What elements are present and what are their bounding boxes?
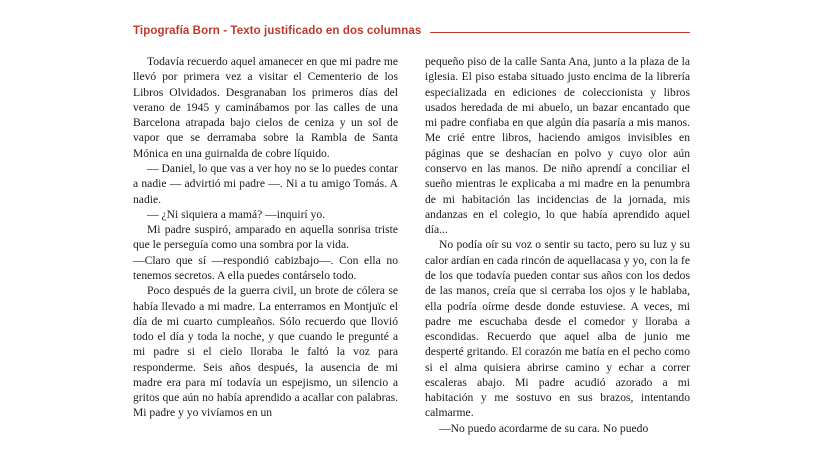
paragraph: —Claro que sí —respondió cabizbajo—. Con ella no tenemos secretos. A ella puedes contárselo todo. [133,253,398,282]
paragraph: No podía oír su voz o sentir su tacto, pero su luz y su calor ardían en cada rincón de aquellacasa y yo, con la fe de los que todavía pueden contar sus años con los dedos de las manos, creía que si cerraba los ojos y le hablaba, ella podría oírme desde donde estuviese. A veces, mi padre me escuchaba desde el comedor y lloraba a escondidas. Recuerdo que aquel alba de junio me desperté gritando. El corazón me batía en el pecho como si el alma quisiera abrirse camino y echar a correr escaleras abajo. Mi padre acudió azorado a mi habitación y me sostuvo en sus brazos, intentando calmarme. [425,238,690,420]
two-column-text-body [133,54,690,434]
paragraph: — Daniel, lo que vas a ver hoy no se lo puedes contar a nadie — advirtió mi padre —. Ni a tu amigo Tomás. A nadie. [133,161,398,206]
text-column-left [133,54,398,434]
paragraph: Mi padre suspiró, amparado en aquella sonrisa triste que le perseguía como una sombra por la vida. [133,223,398,252]
paragraph: pequeño piso de la calle Santa Ana, junto a la plaza de la iglesia. El piso estaba situado justo encima de la librería especializada en ediciones de coleccionista y libros usados heredada de mi abuelo, un bazar encantado que mi padre confiaba en que algún día pasaría a mis manos. Me crié entre libros, haciendo amigos invisibles en páginas que se deshacían en polvo y cuyo olor aún conservo en las manos. De niño aprendí a conciliar el sueño mientras le explicaba a mi madre en la penumbra de mi habitación las incidencias de la jornada, mis andanzas en el colegio, lo que había aprendido aquel día... [425,55,690,237]
paragraph: Todavía recuerdo aquel amanecer en que mi padre me llevó por primera vez a visitar el Cementerio de los Libros Olvidados. Desgranaban los primeros días del verano de 1945 y caminábamos por las calles de una Barcelona atrapada bajo cielos de ceniza y un sol de vapor que se derramaba sobre la Rambla de Santa Mónica en una guirnalda de cobre líquido. [133,55,398,160]
page-title: Tipografía Born - Texto justificado en dos columnas [133,25,422,38]
paragraph: Poco después de la guerra civil, un brote de cólera se había llevado a mi madre. La enterramos en Montjuïc el día de mi cuarto cumpleaños. Sólo recuerdo que llovió todo el día y toda la noche, y que cuando le pregunté a mi padre si el cielo lloraba le faltó la voz para responderme. Seis años después, la ausencia de mi madre era para mí todavía un espejismo, un silencio a gritos que aún no había aprendido a acallar con palabras. Mi padre y yo vivíamos en un [133,284,398,420]
header-divider-rule [430,32,690,33]
paragraph: —No puedo acordarme de su cara. No puedo [439,421,649,435]
text-column-right [425,54,690,434]
paragraph: — ¿Ni siquiera a mamá? —inquirí yo. [147,207,326,221]
document-header [133,23,690,41]
